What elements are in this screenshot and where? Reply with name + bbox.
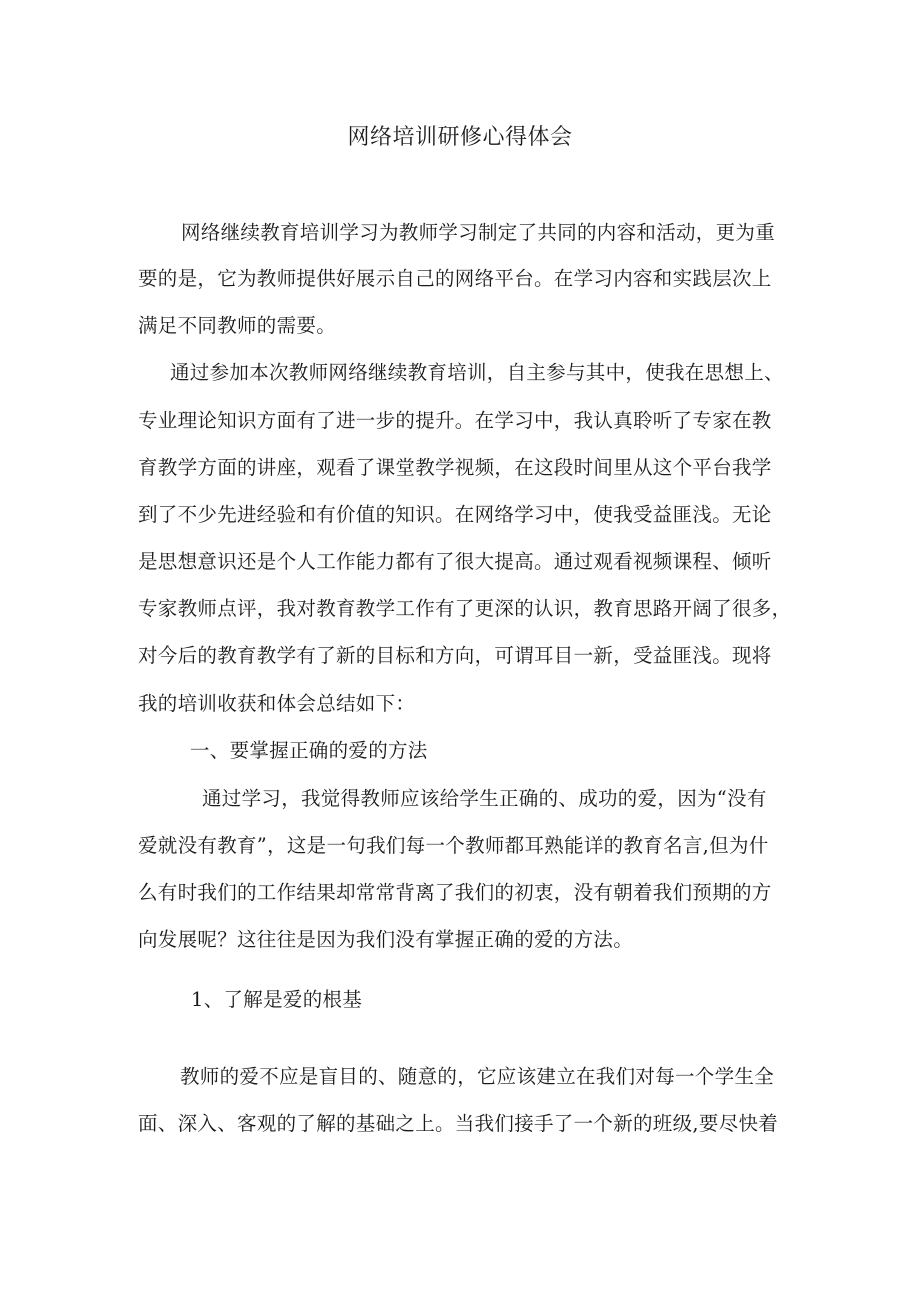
paragraph-line: 通过参加本次教师网络继续教育培训，自主参与其中，使我在思想上、	[170, 361, 784, 384]
paragraph-line: 通过学习，我觉得教师应该给学生正确的、成功的爱，因为“没有	[202, 787, 767, 810]
paragraph-line: 满足不同教师的需要。	[138, 314, 337, 337]
paragraph-line: 到了不少先进经验和有价值的知识。在网络学习中，使我受益匪浅。无论	[138, 503, 772, 526]
paragraph-line: 专业理论知识方面有了进一步的提升。在学习中，我认真聆听了专家在教	[138, 409, 772, 432]
document-title: 网络培训研修心得体会	[347, 125, 573, 150]
paragraph-line: 是思想意识还是个人工作能力都有了很大提高。通过观看视频课程、倾听	[138, 550, 772, 573]
paragraph-line: 我的培训收获和体会总结如下：	[138, 692, 416, 715]
paragraph-line: 专家教师点评，我对教育教学工作有了更深的认识，教育思路开阔了很多，	[138, 597, 792, 620]
section-heading: 一、要掌握正确的爱的方法	[190, 739, 428, 762]
paragraph-line: 育教学方面的讲座，观看了课堂教学视频，在这段时间里从这个平台我学	[138, 456, 772, 479]
paragraph-line: 向发展呢？这往往是因为我们没有掌握正确的爱的方法。	[138, 928, 634, 951]
paragraph-line: 要的是，它为教师提供好展示自己的网络平台。在学习内容和实践层次上	[138, 267, 772, 290]
paragraph-line: 对今后的教育教学有了新的目标和方向，可谓耳目一新，受益匪浅。现将	[138, 644, 772, 667]
paragraph-line: 网络继续教育培训学习为教师学习制定了共同的内容和活动，更为重	[181, 221, 776, 244]
paragraph-line: 爱就没有教育”，这是一句我们每一个教师都耳熟能详的教育名言,但为什	[138, 834, 769, 857]
subsection-heading: 1、了解是爱的根基	[191, 988, 363, 1011]
paragraph-line: 教师的爱不应是盲目的、随意的，它应该建立在我们对每一个学生全	[180, 1065, 775, 1088]
paragraph-line: 面、深入、客观的了解的基础之上。当我们接手了一个新的班级,要尽快着	[138, 1112, 779, 1135]
paragraph-line: 么有时我们的工作结果却常常背离了我们的初衷，没有朝着我们预期的方	[138, 881, 772, 904]
